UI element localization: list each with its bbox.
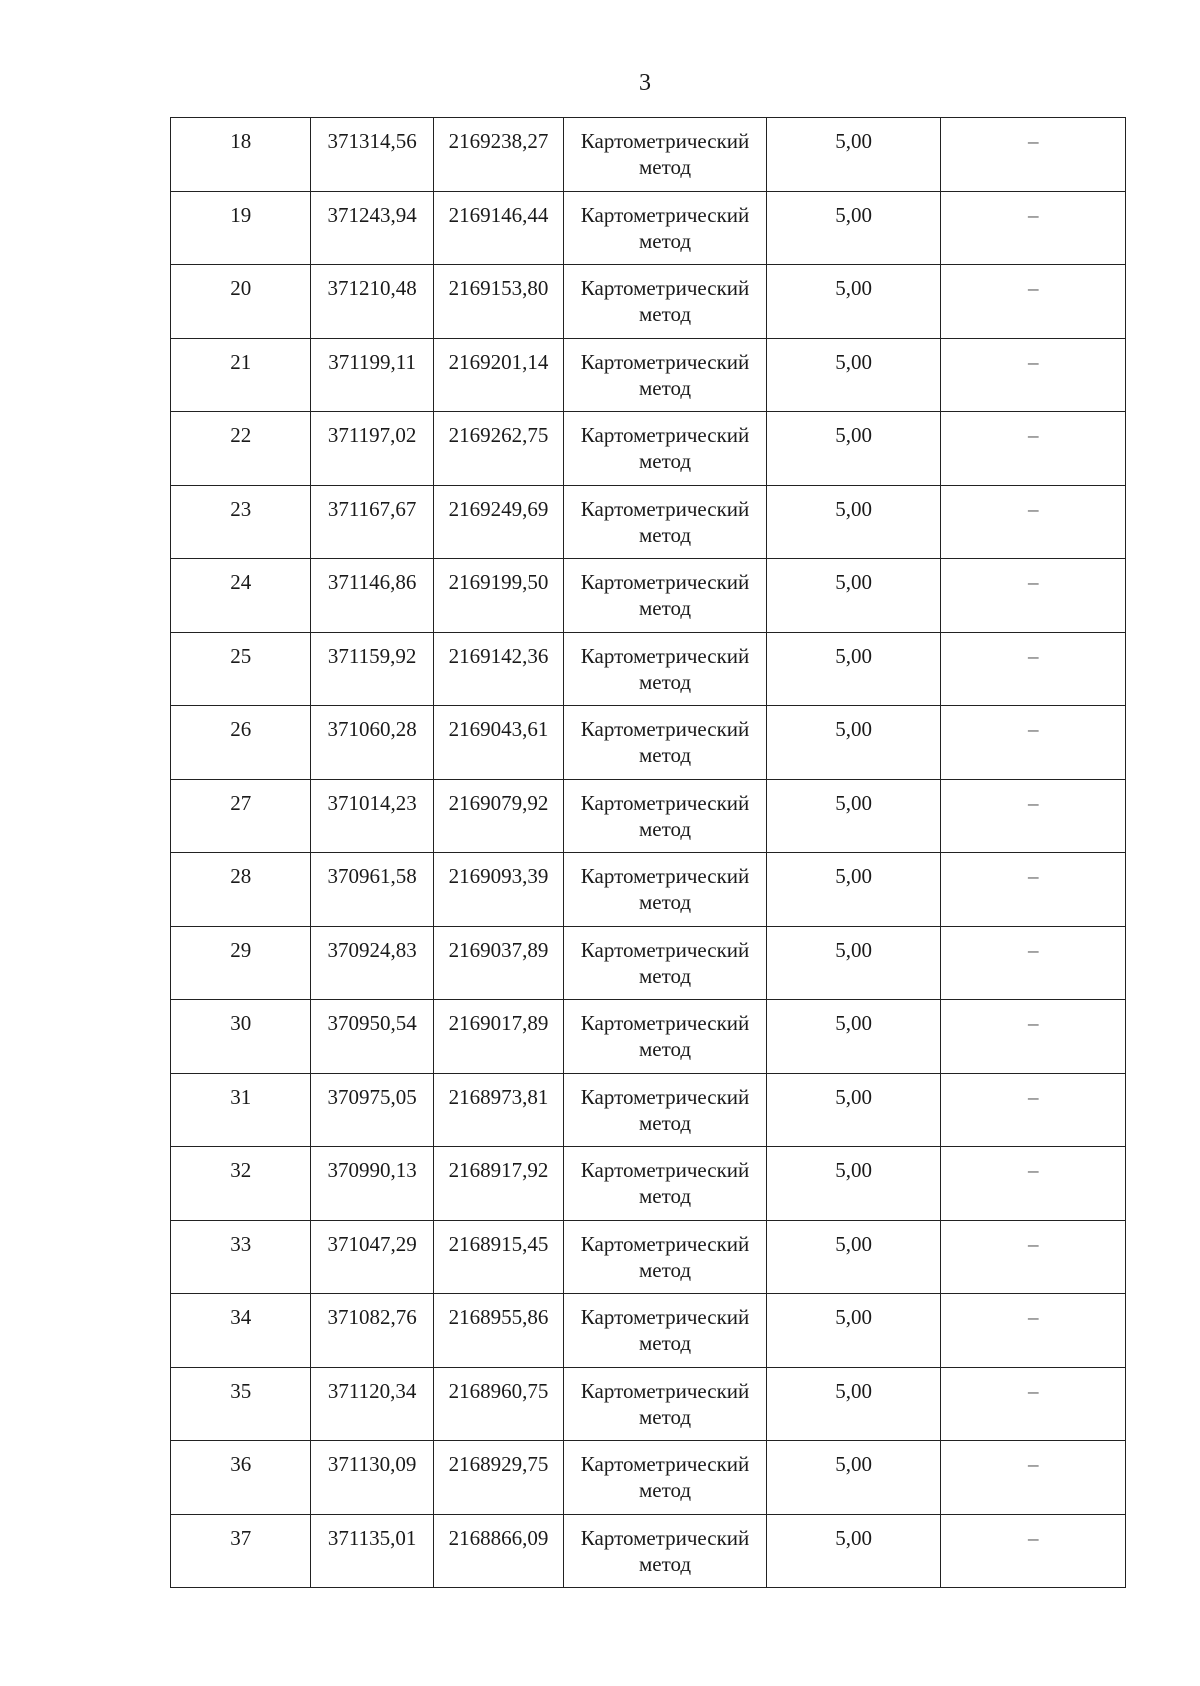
method-line-2: метод bbox=[638, 1478, 692, 1502]
method-line-1: Картометрический bbox=[580, 1011, 750, 1035]
y-coordinate-cell: 2168929,75 bbox=[433, 1441, 563, 1515]
method-line-2: метод bbox=[638, 228, 692, 253]
point-number-cell: 20 bbox=[171, 265, 311, 339]
table-row bbox=[171, 1294, 1126, 1368]
y-coordinate-cell: 2169262,75 bbox=[433, 412, 563, 486]
method-cell bbox=[564, 1147, 767, 1221]
table-row bbox=[171, 191, 1126, 265]
y-coordinate-cell: 2169017,89 bbox=[433, 1000, 563, 1074]
accuracy-cell: 5,00 bbox=[766, 632, 941, 706]
table-row bbox=[171, 1514, 1126, 1588]
method-line-1: Картометрический bbox=[580, 1378, 750, 1403]
method-cell bbox=[564, 853, 767, 927]
x-coordinate-cell: 371135,01 bbox=[311, 1514, 433, 1588]
table-row bbox=[171, 559, 1126, 633]
y-coordinate-cell: 2169201,14 bbox=[433, 338, 563, 412]
y-coordinate-cell: 2169037,89 bbox=[433, 926, 563, 1000]
method-line-1: Картометрический bbox=[580, 937, 750, 962]
method-line-2: метод bbox=[638, 963, 692, 988]
method-line-2: метод bbox=[638, 1110, 692, 1135]
table-row bbox=[171, 1073, 1126, 1147]
method-line-1: Картометрический bbox=[580, 643, 750, 668]
y-coordinate-cell: 2169142,36 bbox=[433, 632, 563, 706]
method-cell bbox=[564, 338, 767, 412]
method-line-1: Картометрический bbox=[580, 864, 750, 888]
method-cell bbox=[564, 265, 767, 339]
method-cell bbox=[564, 191, 767, 265]
description-cell: – bbox=[941, 191, 1126, 265]
method-cell bbox=[564, 706, 767, 780]
table-row bbox=[171, 926, 1126, 1000]
method-line-2: метод bbox=[638, 669, 692, 694]
table-row bbox=[171, 1000, 1126, 1074]
table-body bbox=[171, 118, 1126, 1588]
description-cell: – bbox=[941, 1367, 1126, 1441]
description-cell: – bbox=[941, 1294, 1126, 1368]
table-row bbox=[171, 779, 1126, 853]
y-coordinate-cell: 2168960,75 bbox=[433, 1367, 563, 1441]
table-row bbox=[171, 485, 1126, 559]
method-line-2: метод bbox=[638, 1037, 692, 1061]
method-line-1: Картометрический bbox=[580, 1158, 750, 1182]
description-cell: – bbox=[941, 1147, 1126, 1221]
point-number-cell: 35 bbox=[171, 1367, 311, 1441]
description-cell: – bbox=[941, 338, 1126, 412]
table-row bbox=[171, 1441, 1126, 1515]
method-line-1: Картометрический bbox=[580, 496, 750, 521]
x-coordinate-cell: 371047,29 bbox=[311, 1220, 433, 1294]
description-cell: – bbox=[941, 118, 1126, 192]
point-number-cell: 23 bbox=[171, 485, 311, 559]
point-number-cell: 18 bbox=[171, 118, 311, 192]
accuracy-cell: 5,00 bbox=[766, 1220, 941, 1294]
x-coordinate-cell: 371210,48 bbox=[311, 265, 433, 339]
method-line-1: Картометрический bbox=[580, 1231, 750, 1256]
description-cell: – bbox=[941, 632, 1126, 706]
method-line-2: метод bbox=[638, 596, 692, 620]
method-cell bbox=[564, 926, 767, 1000]
x-coordinate-cell: 370961,58 bbox=[311, 853, 433, 927]
x-coordinate-cell: 371243,94 bbox=[311, 191, 433, 265]
point-number-cell: 37 bbox=[171, 1514, 311, 1588]
method-cell bbox=[564, 412, 767, 486]
x-coordinate-cell: 370950,54 bbox=[311, 1000, 433, 1074]
description-cell: – bbox=[941, 485, 1126, 559]
accuracy-cell: 5,00 bbox=[766, 706, 941, 780]
y-coordinate-cell: 2169146,44 bbox=[433, 191, 563, 265]
method-line-1: Картометрический bbox=[580, 1525, 750, 1550]
y-coordinate-cell: 2168917,92 bbox=[433, 1147, 563, 1221]
description-cell: – bbox=[941, 559, 1126, 633]
table-row bbox=[171, 632, 1126, 706]
method-cell bbox=[564, 1514, 767, 1588]
method-cell bbox=[564, 779, 767, 853]
accuracy-cell: 5,00 bbox=[766, 779, 941, 853]
method-line-2: метод bbox=[638, 816, 692, 841]
point-number-cell: 31 bbox=[171, 1073, 311, 1147]
x-coordinate-cell: 371199,11 bbox=[311, 338, 433, 412]
method-line-2: метод bbox=[638, 890, 692, 914]
method-cell bbox=[564, 559, 767, 633]
x-coordinate-cell: 371130,09 bbox=[311, 1441, 433, 1515]
method-line-2: метод bbox=[638, 1257, 692, 1282]
point-number-cell: 25 bbox=[171, 632, 311, 706]
description-cell: – bbox=[941, 1000, 1126, 1074]
method-line-2: метод bbox=[638, 1184, 692, 1208]
table-row bbox=[171, 853, 1126, 927]
method-line-1: Картометрический bbox=[580, 129, 750, 153]
accuracy-cell: 5,00 bbox=[766, 338, 941, 412]
y-coordinate-cell: 2168915,45 bbox=[433, 1220, 563, 1294]
method-line-1: Картометрический bbox=[580, 349, 750, 374]
method-line-1: Картометрический bbox=[580, 1452, 750, 1476]
method-line-2: метод bbox=[638, 1331, 692, 1355]
table-row bbox=[171, 412, 1126, 486]
method-line-2: метод bbox=[638, 449, 692, 473]
accuracy-cell: 5,00 bbox=[766, 1294, 941, 1368]
accuracy-cell: 5,00 bbox=[766, 853, 941, 927]
point-number-cell: 29 bbox=[171, 926, 311, 1000]
point-number-cell: 22 bbox=[171, 412, 311, 486]
point-number-cell: 32 bbox=[171, 1147, 311, 1221]
method-cell bbox=[564, 1000, 767, 1074]
method-cell bbox=[564, 1441, 767, 1515]
method-line-1: Картометрический bbox=[580, 1305, 750, 1329]
y-coordinate-cell: 2168866,09 bbox=[433, 1514, 563, 1588]
description-cell: – bbox=[941, 706, 1126, 780]
method-line-1: Картометрический bbox=[580, 570, 750, 594]
point-number-cell: 34 bbox=[171, 1294, 311, 1368]
table-row bbox=[171, 1367, 1126, 1441]
method-line-1: Картометрический bbox=[580, 202, 750, 227]
method-line-1: Картометрический bbox=[580, 276, 750, 300]
x-coordinate-cell: 371060,28 bbox=[311, 706, 433, 780]
point-number-cell: 30 bbox=[171, 1000, 311, 1074]
table-row bbox=[171, 706, 1126, 780]
x-coordinate-cell: 370924,83 bbox=[311, 926, 433, 1000]
point-number-cell: 33 bbox=[171, 1220, 311, 1294]
page-number: 3 bbox=[639, 70, 651, 96]
method-line-1: Картометрический bbox=[580, 790, 750, 815]
point-number-cell: 27 bbox=[171, 779, 311, 853]
x-coordinate-cell: 371014,23 bbox=[311, 779, 433, 853]
accuracy-cell: 5,00 bbox=[766, 485, 941, 559]
point-number-cell: 19 bbox=[171, 191, 311, 265]
method-line-2: метод bbox=[638, 375, 692, 400]
method-line-2: метод bbox=[638, 1404, 692, 1429]
table-row bbox=[171, 118, 1126, 192]
table-row bbox=[171, 1220, 1126, 1294]
accuracy-cell: 5,00 bbox=[766, 1367, 941, 1441]
description-cell: – bbox=[941, 926, 1126, 1000]
x-coordinate-cell: 371120,34 bbox=[311, 1367, 433, 1441]
description-cell: – bbox=[941, 853, 1126, 927]
y-coordinate-cell: 2169153,80 bbox=[433, 265, 563, 339]
method-line-1: Картометрический bbox=[580, 717, 750, 741]
method-line-1: Картометрический bbox=[580, 1084, 750, 1109]
description-cell: – bbox=[941, 1514, 1126, 1588]
method-cell bbox=[564, 1073, 767, 1147]
accuracy-cell: 5,00 bbox=[766, 1441, 941, 1515]
method-line-2: метод bbox=[638, 1551, 692, 1576]
y-coordinate-cell: 2169043,61 bbox=[433, 706, 563, 780]
method-line-2: метод bbox=[638, 522, 692, 547]
accuracy-cell: 5,00 bbox=[766, 118, 941, 192]
point-number-cell: 24 bbox=[171, 559, 311, 633]
x-coordinate-cell: 371146,86 bbox=[311, 559, 433, 633]
x-coordinate-cell: 371197,02 bbox=[311, 412, 433, 486]
method-cell bbox=[564, 632, 767, 706]
y-coordinate-cell: 2169238,27 bbox=[433, 118, 563, 192]
accuracy-cell: 5,00 bbox=[766, 1147, 941, 1221]
x-coordinate-cell: 370990,13 bbox=[311, 1147, 433, 1221]
point-number-cell: 26 bbox=[171, 706, 311, 780]
method-cell bbox=[564, 1220, 767, 1294]
table-row bbox=[171, 265, 1126, 339]
description-cell: – bbox=[941, 1220, 1126, 1294]
description-cell: – bbox=[941, 1073, 1126, 1147]
accuracy-cell: 5,00 bbox=[766, 191, 941, 265]
y-coordinate-cell: 2169093,39 bbox=[433, 853, 563, 927]
method-line-2: метод bbox=[638, 743, 692, 767]
method-line-2: метод bbox=[638, 302, 692, 326]
method-cell bbox=[564, 1294, 767, 1368]
y-coordinate-cell: 2168955,86 bbox=[433, 1294, 563, 1368]
x-coordinate-cell: 371167,67 bbox=[311, 485, 433, 559]
description-cell: – bbox=[941, 779, 1126, 853]
y-coordinate-cell: 2169249,69 bbox=[433, 485, 563, 559]
description-cell: – bbox=[941, 265, 1126, 339]
coordinates-table bbox=[170, 117, 1126, 1588]
method-cell bbox=[564, 118, 767, 192]
y-coordinate-cell: 2169199,50 bbox=[433, 559, 563, 633]
table-row bbox=[171, 338, 1126, 412]
point-number-cell: 36 bbox=[171, 1441, 311, 1515]
y-coordinate-cell: 2169079,92 bbox=[433, 779, 563, 853]
accuracy-cell: 5,00 bbox=[766, 1514, 941, 1588]
accuracy-cell: 5,00 bbox=[766, 265, 941, 339]
accuracy-cell: 5,00 bbox=[766, 1073, 941, 1147]
accuracy-cell: 5,00 bbox=[766, 926, 941, 1000]
point-number-cell: 28 bbox=[171, 853, 311, 927]
table-row bbox=[171, 1147, 1126, 1221]
accuracy-cell: 5,00 bbox=[766, 412, 941, 486]
x-coordinate-cell: 371314,56 bbox=[311, 118, 433, 192]
method-cell bbox=[564, 485, 767, 559]
accuracy-cell: 5,00 bbox=[766, 1000, 941, 1074]
description-cell: – bbox=[941, 412, 1126, 486]
method-line-1: Картометрический bbox=[580, 423, 750, 447]
point-number-cell: 21 bbox=[171, 338, 311, 412]
y-coordinate-cell: 2168973,81 bbox=[433, 1073, 563, 1147]
description-cell: – bbox=[941, 1441, 1126, 1515]
x-coordinate-cell: 371082,76 bbox=[311, 1294, 433, 1368]
method-cell bbox=[564, 1367, 767, 1441]
method-line-2: метод bbox=[638, 155, 692, 179]
x-coordinate-cell: 370975,05 bbox=[311, 1073, 433, 1147]
accuracy-cell: 5,00 bbox=[766, 559, 941, 633]
x-coordinate-cell: 371159,92 bbox=[311, 632, 433, 706]
